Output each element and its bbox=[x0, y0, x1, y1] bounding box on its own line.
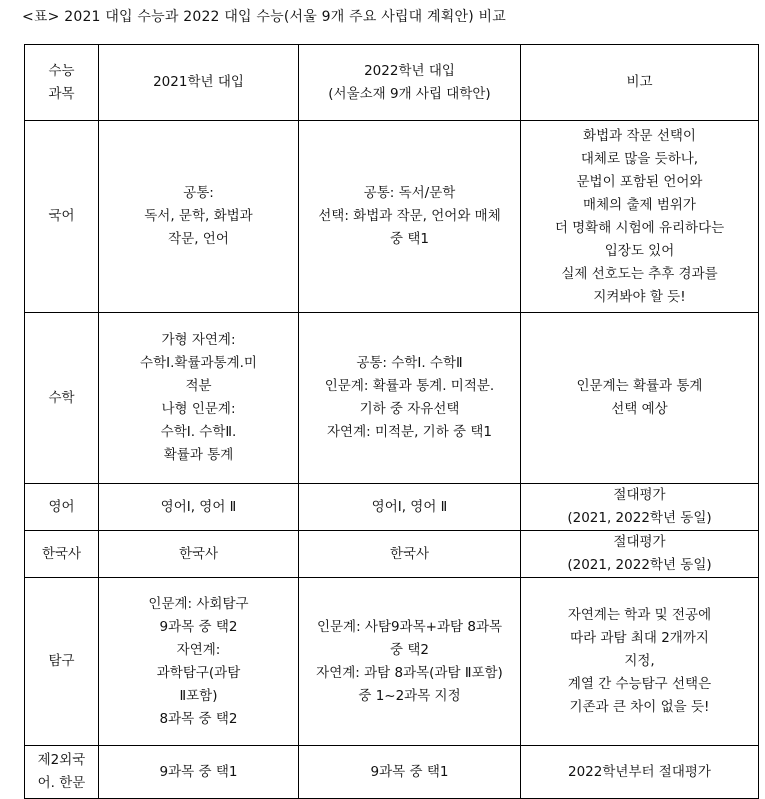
table-row bbox=[25, 121, 759, 313]
row-subject: 탐구 bbox=[25, 578, 99, 746]
row-subject: 수학 bbox=[25, 313, 99, 484]
row-2021: 9과목 중 택1 bbox=[99, 746, 299, 799]
header-subject: 수능 과목 bbox=[25, 45, 99, 121]
row-note: 화법과 작문 선택이 대체로 많을 듯하나, 문법이 포함된 언어와 매체의 출제 범위가 더 명확해 시험에 유리하다는 입장도 있어 실제 선호도는 추후 경과를 지켜봐야 할 듯! bbox=[521, 121, 759, 313]
table-row bbox=[25, 578, 759, 746]
row-2022: 공통: 독서/문학 선택: 화법과 작문, 언어와 매체 중 택1 bbox=[299, 121, 521, 313]
comparison-table bbox=[24, 44, 759, 799]
row-2022: 9과목 중 택1 bbox=[299, 746, 521, 799]
row-2022: 영어Ⅰ, 영어 Ⅱ bbox=[299, 484, 521, 531]
row-note: 2022학년부터 절대평가 bbox=[521, 746, 759, 799]
row-subject: 제2외국 어. 한문 bbox=[25, 746, 99, 799]
table-row bbox=[25, 746, 759, 799]
header-note: 비고 bbox=[521, 45, 759, 121]
header-2021: 2021학년 대입 bbox=[99, 45, 299, 121]
header-row bbox=[25, 45, 759, 121]
table-row bbox=[25, 484, 759, 531]
row-note: 자연계는 학과 및 전공에 따라 과탐 최대 2개까지 지정, 계열 간 수능탐구 선택은 기존과 큰 차이 없을 듯! bbox=[521, 578, 759, 746]
row-2021: 가형 자연계: 수학Ⅰ.확률과통계.미 적분 나형 인문계: 수학Ⅰ. 수학Ⅱ. 확률과 통계 bbox=[99, 313, 299, 484]
row-2022: 한국사 bbox=[299, 531, 521, 578]
header-2022: 2022학년 대입 (서울소재 9개 사립 대학안) bbox=[299, 45, 521, 121]
table-caption: <표> 2021 대입 수능과 2022 대입 수능(서울 9개 주요 사립대 계획안) 비교 bbox=[22, 9, 506, 25]
row-note: 절대평가 (2021, 2022학년 동일) bbox=[521, 484, 759, 531]
row-2022: 공통: 수학Ⅰ. 수학Ⅱ 인문계: 확률과 통계. 미적분. 기하 중 자유선택 자연계: 미적분, 기하 중 택1 bbox=[299, 313, 521, 484]
row-subject: 영어 bbox=[25, 484, 99, 531]
row-2021: 한국사 bbox=[99, 531, 299, 578]
row-note: 인문계는 확률과 통계 선택 예상 bbox=[521, 313, 759, 484]
row-2021: 공통: 독서, 문학, 화법과 작문, 언어 bbox=[99, 121, 299, 313]
row-2022: 인문계: 사탐9과목+과탐 8과목 중 택2 자연계: 과탐 8과목(과탐 Ⅱ포함) 중 1~2과목 지정 bbox=[299, 578, 521, 746]
row-subject: 국어 bbox=[25, 121, 99, 313]
row-note: 절대평가 (2021, 2022학년 동일) bbox=[521, 531, 759, 578]
row-2021: 인문계: 사회탐구 9과목 중 택2 자연계: 과학탐구(과탐 Ⅱ포함) 8과목 중 택2 bbox=[99, 578, 299, 746]
row-2021: 영어Ⅰ, 영어 Ⅱ bbox=[99, 484, 299, 531]
table-row bbox=[25, 313, 759, 484]
table-row bbox=[25, 531, 759, 578]
row-subject: 한국사 bbox=[25, 531, 99, 578]
